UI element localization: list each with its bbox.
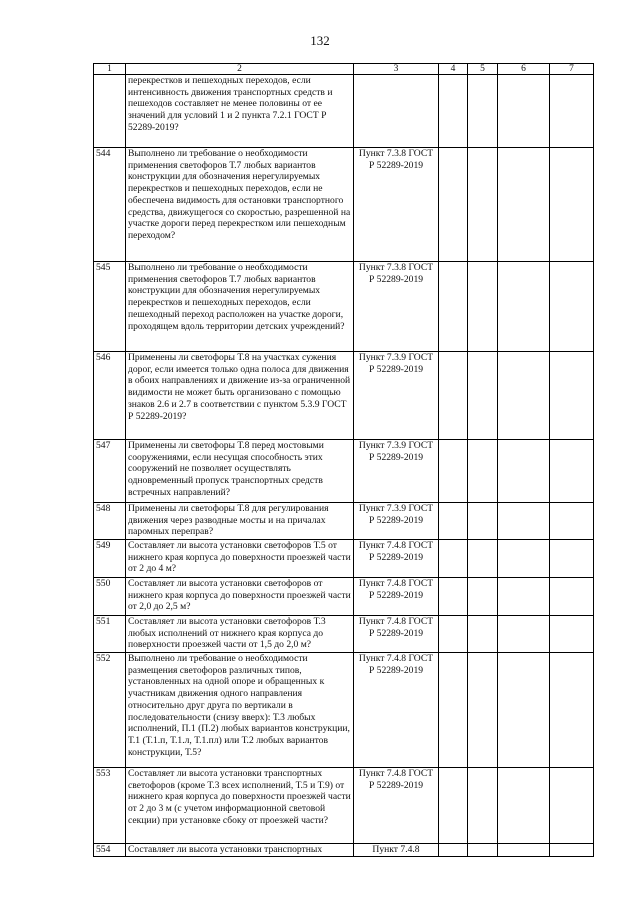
row-reference: Пункт 7.4.8 <box>354 844 439 857</box>
empty-cell <box>468 578 498 616</box>
empty-cell <box>550 540 594 578</box>
empty-cell <box>439 352 468 440</box>
row-number: 544 <box>94 148 126 262</box>
header-col-7: 7 <box>550 64 594 75</box>
header-col-4: 4 <box>439 64 468 75</box>
row-reference: Пункт 7.3.8 ГОСТ Р 52289-2019 <box>354 262 439 352</box>
empty-cell <box>468 75 498 148</box>
empty-cell <box>550 440 594 503</box>
empty-cell <box>468 768 498 844</box>
row-question: Применены ли светофоры Т.8 перед мостовыми сооружениями, если несущая способность этих сооружений не позволяет осуществлять одновременный пропуск транспортных средств встречных направлений? <box>126 440 354 503</box>
row-number: 554 <box>94 844 126 857</box>
row-number: 552 <box>94 653 126 768</box>
row-question: Составляет ли высота установки светофоров Т.5 от нижнего края корпуса до поверхности проезжей части от 2 до 4 м? <box>126 540 354 578</box>
empty-cell <box>468 540 498 578</box>
empty-cell <box>550 578 594 616</box>
empty-cell <box>498 148 550 262</box>
empty-cell <box>439 653 468 768</box>
row-question: Применены ли светофоры Т.8 на участках сужения дорог, если имеется только одна полоса для движения в обоих направлениях и движение из-за ограниченной видимости не может быть организовано с помощью знаков 2.6 и 2.7 в соответствии с пунктом 5.3.9 ГОСТ Р 52289-2019? <box>126 352 354 440</box>
row-number: 553 <box>94 768 126 844</box>
header-col-6: 6 <box>498 64 550 75</box>
empty-cell <box>550 768 594 844</box>
empty-cell <box>550 844 594 857</box>
empty-cell <box>550 75 594 148</box>
empty-cell <box>550 653 594 768</box>
empty-cell <box>498 768 550 844</box>
empty-cell <box>468 440 498 503</box>
row-question: перекрестков и пешеходных переходов, если интенсивность движения транспортных средств и пешеходов составляет не менее половины от ее значений для условий 1 и 2 пункта 7.2.1 ГОСТ Р 52289-2019? <box>126 75 354 148</box>
empty-cell <box>550 503 594 540</box>
row-question: Выполнено ли требование о необходимости применения светофоров Т.7 любых вариантов конструкции для обозначения нерегулируемых перекрестков и пешеходных переходов, если не обеспечена видимость для остановки транспортного средства, движущегося со скоростью, разрешенной на участке дороги перед перекрестком или пешеходным переходом? <box>126 148 354 262</box>
empty-cell <box>498 440 550 503</box>
table-row <box>94 262 594 352</box>
row-question: Составляет ли высота установки светофоров от нижнего края корпуса до поверхности проезжей части от 2,0 до 2,5 м? <box>126 578 354 616</box>
header-col-2: 2 <box>126 64 354 75</box>
row-question: Составляет ли высота установки светофоров Т.3 любых исполнений от нижнего края корпуса до поверхности проезжей части от 1,5 до 2,0 м? <box>126 616 354 653</box>
empty-cell <box>498 262 550 352</box>
row-question: Применены ли светофоры Т.8 для регулирования движения через разводные мосты и на причалах паромных переправ? <box>126 503 354 540</box>
empty-cell <box>550 352 594 440</box>
table-row <box>94 768 594 844</box>
empty-cell <box>439 262 468 352</box>
empty-cell <box>439 440 468 503</box>
empty-cell <box>439 616 468 653</box>
empty-cell <box>439 503 468 540</box>
empty-cell <box>550 262 594 352</box>
empty-cell <box>498 75 550 148</box>
table-row <box>94 440 594 503</box>
empty-cell <box>468 616 498 653</box>
table-row <box>94 540 594 578</box>
row-reference: Пункт 7.4.8 ГОСТ Р 52289-2019 <box>354 768 439 844</box>
row-reference: Пункт 7.3.9 ГОСТ Р 52289-2019 <box>354 440 439 503</box>
row-reference: Пункт 7.4.8 ГОСТ Р 52289-2019 <box>354 616 439 653</box>
row-question: Выполнено ли требование о необходимости применения светофоров Т.7 любых вариантов конструкции для обозначения нерегулируемых перекрестков и пешеходных переходов, если пешеходный переход расположен на участке дороги, проходящем вдоль территории детских учреждений? <box>126 262 354 352</box>
empty-cell <box>550 148 594 262</box>
empty-cell <box>468 148 498 262</box>
row-number: 545 <box>94 262 126 352</box>
empty-cell <box>468 653 498 768</box>
row-number: 546 <box>94 352 126 440</box>
table-row <box>94 75 594 148</box>
row-number: 550 <box>94 578 126 616</box>
row-number: 548 <box>94 503 126 540</box>
row-reference: Пункт 7.3.9 ГОСТ Р 52289-2019 <box>354 352 439 440</box>
empty-cell <box>439 844 468 857</box>
row-question: Составляет ли высота установки транспортных светофоров (кроме Т.3 всех исполнений, Т.5 и Т.9) от нижнего края корпуса до поверхности проезжей части от 2 до 3 м (с учетом информационной световой секции) при установке сбоку от проезжей части? <box>126 768 354 844</box>
table-row <box>94 616 594 653</box>
empty-cell <box>439 768 468 844</box>
table-row <box>94 352 594 440</box>
row-question: Составляет ли высота установки транспортных <box>126 844 354 857</box>
row-reference: Пункт 7.3.8 ГОСТ Р 52289-2019 <box>354 148 439 262</box>
row-number <box>94 75 126 148</box>
row-number: 551 <box>94 616 126 653</box>
empty-cell <box>439 578 468 616</box>
table-row <box>94 503 594 540</box>
table-row <box>94 653 594 768</box>
page-number: 132 <box>310 33 330 48</box>
empty-cell <box>468 262 498 352</box>
empty-cell <box>498 844 550 857</box>
empty-cell <box>550 616 594 653</box>
table-row <box>94 578 594 616</box>
header-col-1: 1 <box>94 64 126 75</box>
empty-cell <box>498 578 550 616</box>
empty-cell <box>468 503 498 540</box>
row-question: Выполнено ли требование о необходимости размещения светофоров различных типов, установленных на одной опоре и обращенных к участникам движения одного направления относительно друг друга по вертикали в последовательности (снизу вверх): Т.3 любых исполнений, П.1 (П.2) любых вариантов конструкции, Т.1 (Т.1.п, Т.1.л, Т.1.пл) или Т.2 любых вариантов конструкции, Т.5? <box>126 653 354 768</box>
row-reference: Пункт 7.4.8 ГОСТ Р 52289-2019 <box>354 653 439 768</box>
table-row <box>94 148 594 262</box>
empty-cell <box>439 540 468 578</box>
header-col-5: 5 <box>468 64 498 75</box>
header-col-3: 3 <box>354 64 439 75</box>
row-reference: Пункт 7.4.8 ГОСТ Р 52289-2019 <box>354 540 439 578</box>
row-number: 547 <box>94 440 126 503</box>
empty-cell <box>498 352 550 440</box>
empty-cell <box>439 148 468 262</box>
checklist-table <box>93 63 594 857</box>
row-reference: Пункт 7.4.8 ГОСТ Р 52289-2019 <box>354 578 439 616</box>
table-header-row <box>94 64 594 75</box>
empty-cell <box>498 616 550 653</box>
empty-cell <box>498 503 550 540</box>
empty-cell <box>468 844 498 857</box>
row-reference <box>354 75 439 148</box>
table-row <box>94 844 594 857</box>
row-reference: Пункт 7.3.9 ГОСТ Р 52289-2019 <box>354 503 439 540</box>
empty-cell <box>468 352 498 440</box>
empty-cell <box>498 540 550 578</box>
row-number: 549 <box>94 540 126 578</box>
empty-cell <box>498 653 550 768</box>
empty-cell <box>439 75 468 148</box>
